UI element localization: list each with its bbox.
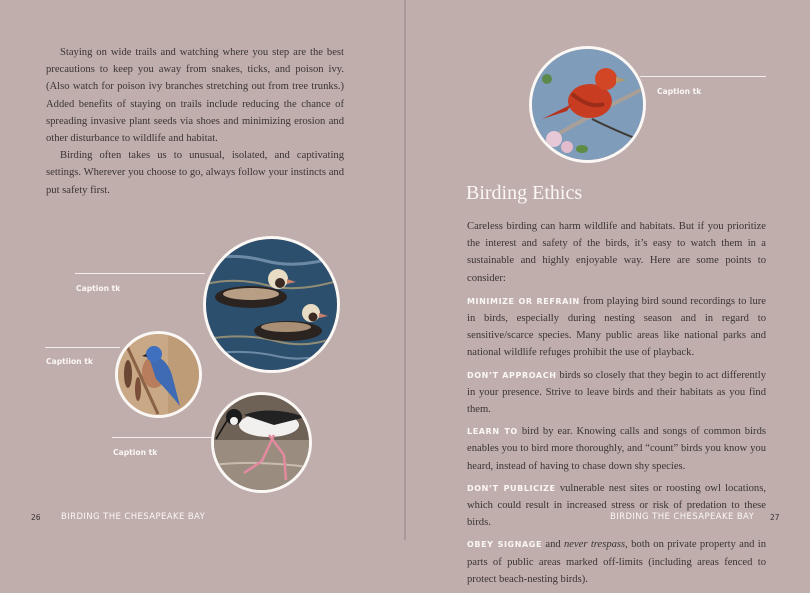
caption-ducks: Caption tk <box>76 284 121 293</box>
point-text: vulnerable nest sites or roosting owl locations, which could result in increased stress or risk of predation to these birds. <box>467 482 767 529</box>
intro-paragraph: Careless birding can harm wildlife and habitats. But if you prioritize the interest and safety of the birds, it’s easy to watch them in a sustainable and highly enjoyable way. Here are some points to consider: <box>467 221 766 284</box>
point-lead: MINIMIZE OR REFRAIN <box>467 296 580 306</box>
photo-tanager <box>529 46 646 163</box>
photo-stilt <box>211 392 312 493</box>
caption-stilt: Caption tk <box>113 448 158 457</box>
point-emphasis: never trespass <box>563 539 626 551</box>
section-heading: Birding Ethics <box>466 182 583 204</box>
photo-ducks <box>203 236 340 373</box>
ducks-image <box>206 239 337 370</box>
paragraph: Staying on wide trails and watching where you step are the best precautions to keep you away from snakes, ticks, and poison ivy. (Also watch for poison ivy branches stretching out from tree trunks.) Added benefits of staying on trails include reducing the chance of spreading invasive plant seeds via shoes and minimizing erosion and other disturbance to wildlife and habitat. <box>46 47 344 145</box>
caption-tanager: Caption tk <box>657 87 702 96</box>
caption-rule <box>45 347 120 348</box>
right-body-text <box>467 218 766 593</box>
ethics-point <box>467 480 766 532</box>
caption-rule <box>75 273 205 274</box>
bluebird-image <box>118 334 199 415</box>
caption-rule <box>112 437 212 438</box>
point-text-before: and <box>542 539 564 551</box>
point-text: , both on private property and in parts of public areas marked off-limits (including areas fenced to protect beach-nesting birds). <box>467 539 766 585</box>
running-title-right: BIRDING THE CHESAPEAKE BAY <box>610 512 755 522</box>
point-text: from playing bird sound recordings to lure in birds, especially during nesting season and in regard to sensitive/scarce species. Many public areas like national parks and national wildlife refuges prohibit the use of playback. <box>467 295 766 359</box>
caption-rule <box>640 76 766 77</box>
page-number-left: 26 <box>31 513 41 522</box>
ethics-point <box>467 423 766 475</box>
caption-bluebird: Captiion tk <box>46 357 93 366</box>
stilt-image <box>214 395 309 490</box>
tanager-image <box>532 49 643 160</box>
left-body-text <box>46 44 344 199</box>
ethics-point <box>467 293 766 362</box>
photo-bluebird <box>115 331 202 418</box>
point-lead: DON’T APPROACH <box>467 370 557 380</box>
page-number-right: 27 <box>770 513 780 522</box>
spine-gutter <box>404 0 406 540</box>
paragraph: Birding often takes us to unusual, isolated, and captivating settings. Wherever you choose to go, always follow your instincts and put safety first. <box>46 150 344 196</box>
point-lead: OBEY SIGNAGE <box>467 540 543 550</box>
point-lead: DON’T PUBLICIZE <box>467 483 556 493</box>
point-text: birds so closely that they begin to act differently in your presence. Strive to leave birds and their habitats as you find them. <box>467 369 766 416</box>
ethics-point <box>467 367 766 419</box>
running-title-left: BIRDING THE CHESAPEAKE BAY <box>61 512 206 522</box>
point-text: bird by ear. Knowing calls and songs of common birds enables you to bird more thoroughly, and “count” birds you know you heard, instead of having to chase down shy species. <box>467 426 766 472</box>
ethics-point <box>467 536 766 588</box>
point-lead: LEARN TO <box>467 427 518 437</box>
